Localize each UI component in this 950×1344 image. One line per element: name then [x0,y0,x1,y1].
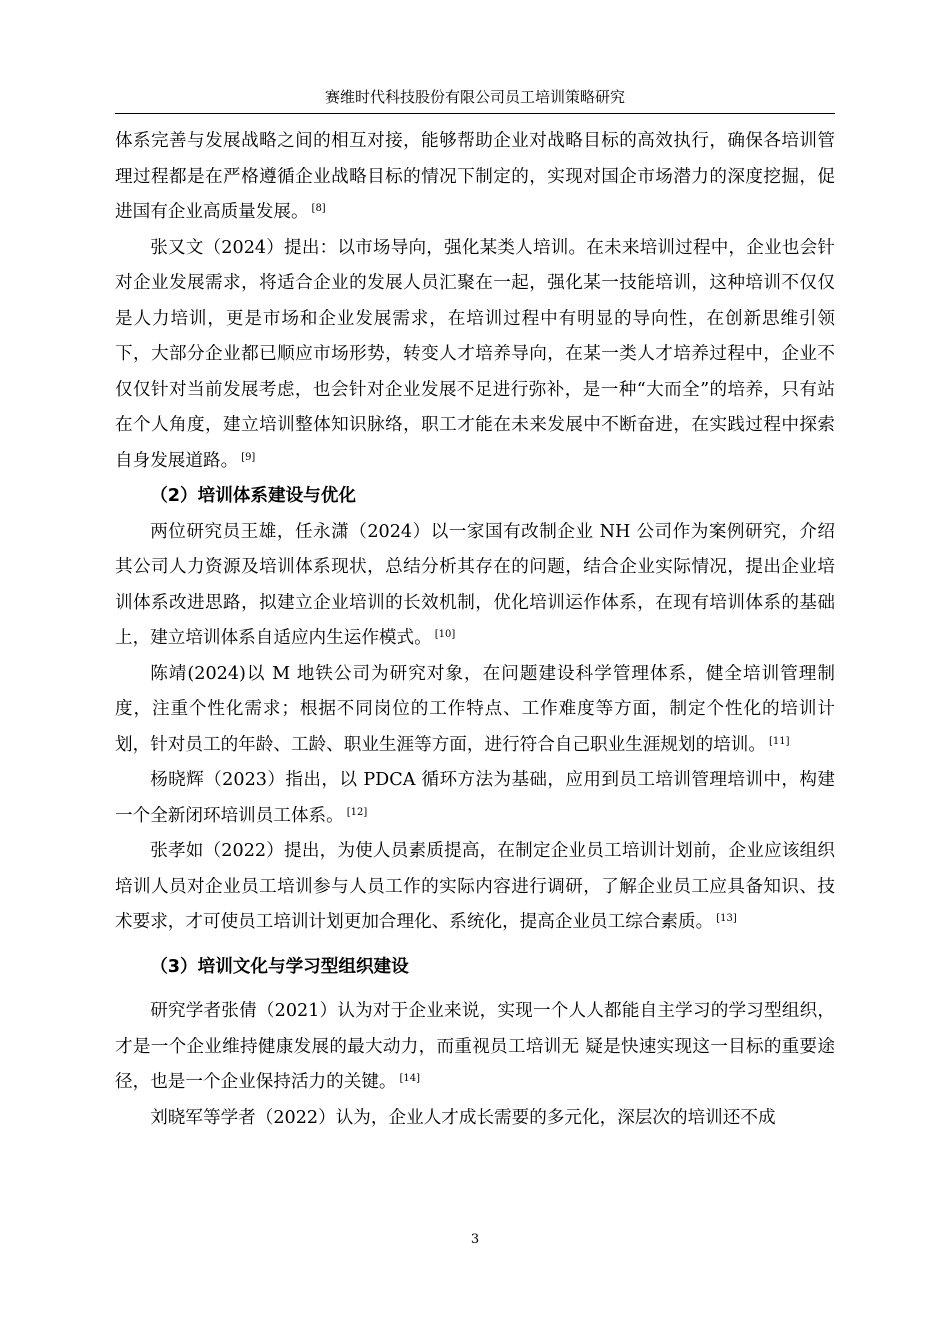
running-header: 赛维时代科技股份有限公司员工培训策略研究 [324,88,625,106]
section-heading: （2）培训体系建设与优化 [150,486,356,506]
paragraph: 杨晓辉（2023）指出，以 PDCA 循环方法为基础，应用到员工培训管理培训中，构建一个全新闭环培训员工体系。 [12] [115,770,835,826]
section-heading: （3）培训文化与学习型组织建设 [150,956,409,977]
citation-ref: [12] [346,806,368,818]
citation-ref: [8] [311,203,326,214]
page-number: 3 [470,1232,480,1247]
paragraph: 刘晓军等学者（2022）认为，企业人才成长需要的多元化，深层次的培训还不成 [150,1107,776,1128]
paragraph: 张孝如（2022）提出，为使人员素质提高，在制定企业员工培训计划前，企业应该组织培训人员对企业员工培训参与人员工作的实际内容进行调研，了解企业员工应具备知识、技术要求，才可使员工培训计划更加合理化、系统化，提高企业员工综合素质。 [13] [115,841,835,932]
paragraph: 研究学者张倩（2021）认为对于企业来说，实现一个人人都能自主学习的学习型组织，才是一个企业维持健康发展的最大动力，而重视员工培训无 疑是快速实现这一目标的重要途径，也是一个企业保持活力的关键。 [14] [115,1001,835,1092]
header-rule [115,113,835,114]
citation-ref: [13] [716,913,737,924]
citation-ref: [9] [241,451,256,463]
citation-ref: [14] [399,1073,421,1084]
citation-ref: [10] [434,629,456,640]
paragraph: 陈靖(2024)以 M 地铁公司为研究对象，在问题建设科学管理体系，健全培训管理制度，注重个性化需求；根据不同岗位的工作特点、工作难度等方面，制定个性化的培训计划，针对员工的年龄、工龄、职业生涯等方面，进行符合自己职业生涯规划的培训。 [11] [115,663,835,755]
document-body [115,124,835,1136]
paragraph: 两位研究员王雄，任永潇（2024）以一家国有改制企业 NH 公司作为案例研究，介绍其公司人力资源及培训体系现状，总结分析其存在的问题，结合企业实际情况，提出企业培训体系改进思路，拟建立企业培训的长效机制，优化培训运作体系，在现有培训体系的基础上，建立培训体系自适应内生运作模式。 [10] [115,521,835,648]
paragraph: 张又文（2024）提出：以市场导向，强化某类人培训。在未来培训过程中，企业也会针对企业发展需求，将适合企业的发展人员汇聚在一起，强化某一技能培训，这种培训不仅仅是人力培训，更是市场和企业发展需求，在培训过程中有明显的导向性，在创新思维引领下，大部分企业都已顺应市场形势，转变人才培养导向，在某一类人才培养过程中，企业不仅仅针对当前发展考虑，也会针对企业发展不足进行弥补，是一种“大而全”的培养，只有站在个人角度，建立培训整体知识脉络，职工才能在未来发展中不断奋进，在实践过程中探索自身发展道路。 [9] [115,237,835,471]
paragraph-continued: 体系完善与发展战略之间的相互对接，能够帮助企业对战略目标的高效执行，确保各培训管理过程都是在严格遵循企业战略目标的情况下制定的，实现对国企市场潜力的深度挖掘，促进国有企业高质量发展。 [8] [115,131,835,222]
citation-ref: [11] [768,735,790,747]
